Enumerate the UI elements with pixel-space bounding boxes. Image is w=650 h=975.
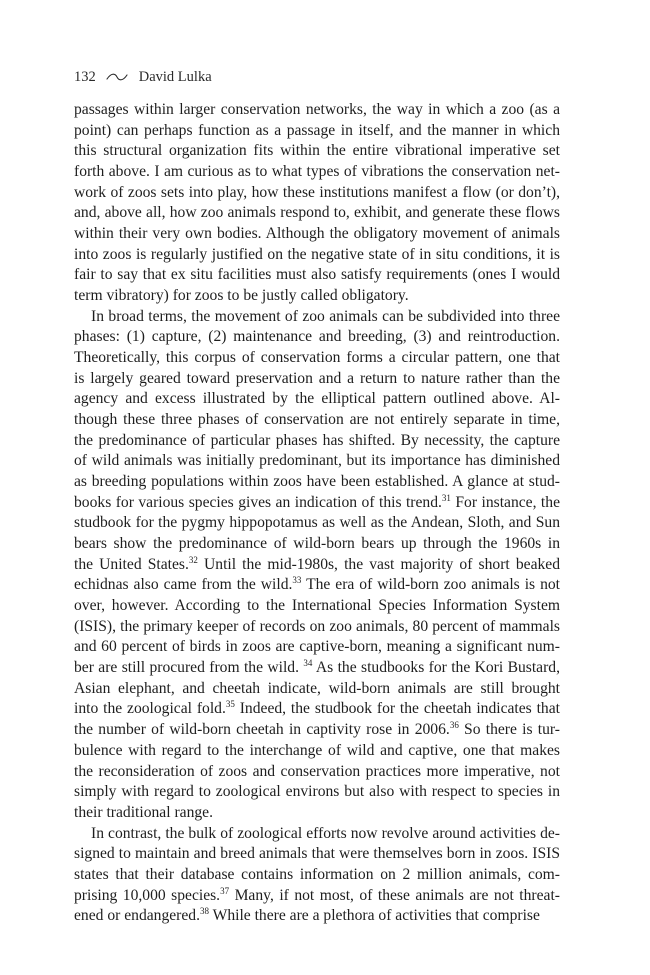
paragraph [74, 307, 560, 824]
text-line: term vibratory) for zoos to be justly called obligatory. [74, 287, 409, 305]
page-number: 132 [74, 68, 96, 85]
text-line: into the zoological fold.$^{35}$ Indeed, the studbook for the cheetah indicates that [74, 699, 560, 718]
text-line: over, however. According to the International Species Information System [74, 597, 560, 615]
text-line: is largely geared toward preservation and a return to nature rather than the [74, 369, 560, 387]
text-line: echidnas also came from the wild.$^{33}$ The era of wild-born zoo animals is not [74, 575, 560, 594]
text-line: signed to maintain and breed animals that were themselves born in zoos. ISIS [74, 845, 560, 863]
running-head [74, 66, 212, 88]
text-line: point) can perhaps function as a passage in itself, and the manner in which [74, 121, 560, 139]
text-line: bulence with regard to the interchange of wild and captive, one that makes [74, 741, 560, 759]
text-line: and 60 percent of birds in zoos are captive-born, meaning a significant num- [74, 638, 560, 656]
author-name: David Lulka [138, 68, 212, 85]
text-line: as breeding populations within zoos have been established. A glance at stud- [74, 473, 560, 491]
text-line: and, above all, how zoo animals respond to, exhibit, and generate these flows [74, 204, 560, 222]
text-line: the United States.$^{32}$ Until the mid-1980s, the vast majority of short beaked [74, 554, 561, 573]
text-line: Theoretically, this corpus of conservation forms a circular pattern, one that [74, 349, 560, 367]
text-line: In broad terms, the movement of zoo animals can be subdivided into three [91, 307, 560, 325]
text-line: into zoos is regularly justified on the negative state of in situ conditions, it is [74, 245, 560, 263]
footnote-reference[interactable]: 31 [441, 492, 451, 503]
text-line: the predominance of particular phases has shifted. By necessity, the capture [74, 431, 560, 449]
footnote-reference[interactable]: 38 [199, 906, 209, 917]
text-line: fair to say that ex situ facilities must also satisfy requirements (ones I would [74, 266, 560, 284]
text-line: prising 10,000 species.$^{37}$ Many, if not most, of these animals are not threat- [74, 885, 560, 904]
footnote-reference[interactable]: 32 [188, 554, 198, 565]
footnote-reference[interactable]: 34 [303, 658, 313, 669]
text-line: Asian elephant, and cheetah indicate, wild-born animals are still brought [74, 679, 560, 697]
text-line: bears show the predominance of wild-born bears up through the 1960s in [74, 535, 560, 553]
text-line: within their very own bodies. Although the obligatory movement of animals [74, 225, 560, 243]
paragraph [74, 100, 560, 307]
text-line: In contrast, the bulk of zoological efforts now revolve around activities de- [91, 824, 560, 842]
text-line: though these three phases of conservation are not entirely separate in time, [74, 411, 560, 429]
text-line: ened or endangered.$^{38}$ While there are a plethora of activities that comprise [74, 906, 540, 925]
text-line: ber are still procured from the wild. $^{34}$ As the studbooks for the Kori Bustard, [74, 658, 560, 677]
footnote-reference[interactable]: 36 [449, 720, 459, 731]
swash-ornament-icon [106, 72, 128, 82]
text-line: their traditional range. [74, 803, 213, 821]
text-line: studbook for the pygmy hippopotamus as well as the Andean, Sloth, and Sun [74, 514, 560, 532]
footnote-reference[interactable]: 37 [220, 885, 230, 896]
text-line: of wild animals was initially predominant, but its importance has diminished [74, 452, 560, 470]
footnote-reference[interactable]: 35 [225, 699, 235, 710]
text-line: the reconsideration of zoos and conservation practices more imperative, not [74, 762, 560, 780]
text-line: books for various species gives an indication of this trend.$^{31}$ For instance, the [74, 492, 560, 511]
footnote-reference[interactable]: 33 [292, 575, 302, 586]
text-line: forth above. I am curious as to what types of vibrations the conservation net- [74, 163, 560, 181]
text-line: this structural organization fits within the entire vibrational imperative set [74, 142, 560, 160]
body-text [74, 100, 560, 927]
text-line: (ISIS), the primary keeper of records on zoo animals, 80 percent of mammals [74, 617, 560, 635]
text-line: passages within larger conservation networks, the way in which a zoo (as a [74, 101, 560, 118]
text-line: phases: (1) capture, (2) maintenance and breeding, (3) and reintroduction. [74, 328, 560, 346]
text-line: the number of wild-born cheetah in captivity rose in 2006.36 So there is tur- [74, 720, 560, 739]
text-line: agency and excess illustrated by the elliptical pattern outlined above. Al- [74, 390, 560, 408]
paragraph [74, 824, 560, 927]
text-line: states that their database contains information on 2 million animals, com- [74, 865, 560, 883]
text-line: simply with regard to zoological environs but also with respect to species in [74, 783, 560, 801]
text-line: work of zoos sets into play, how these institutions manifest a flow (or don’t), [74, 183, 560, 201]
